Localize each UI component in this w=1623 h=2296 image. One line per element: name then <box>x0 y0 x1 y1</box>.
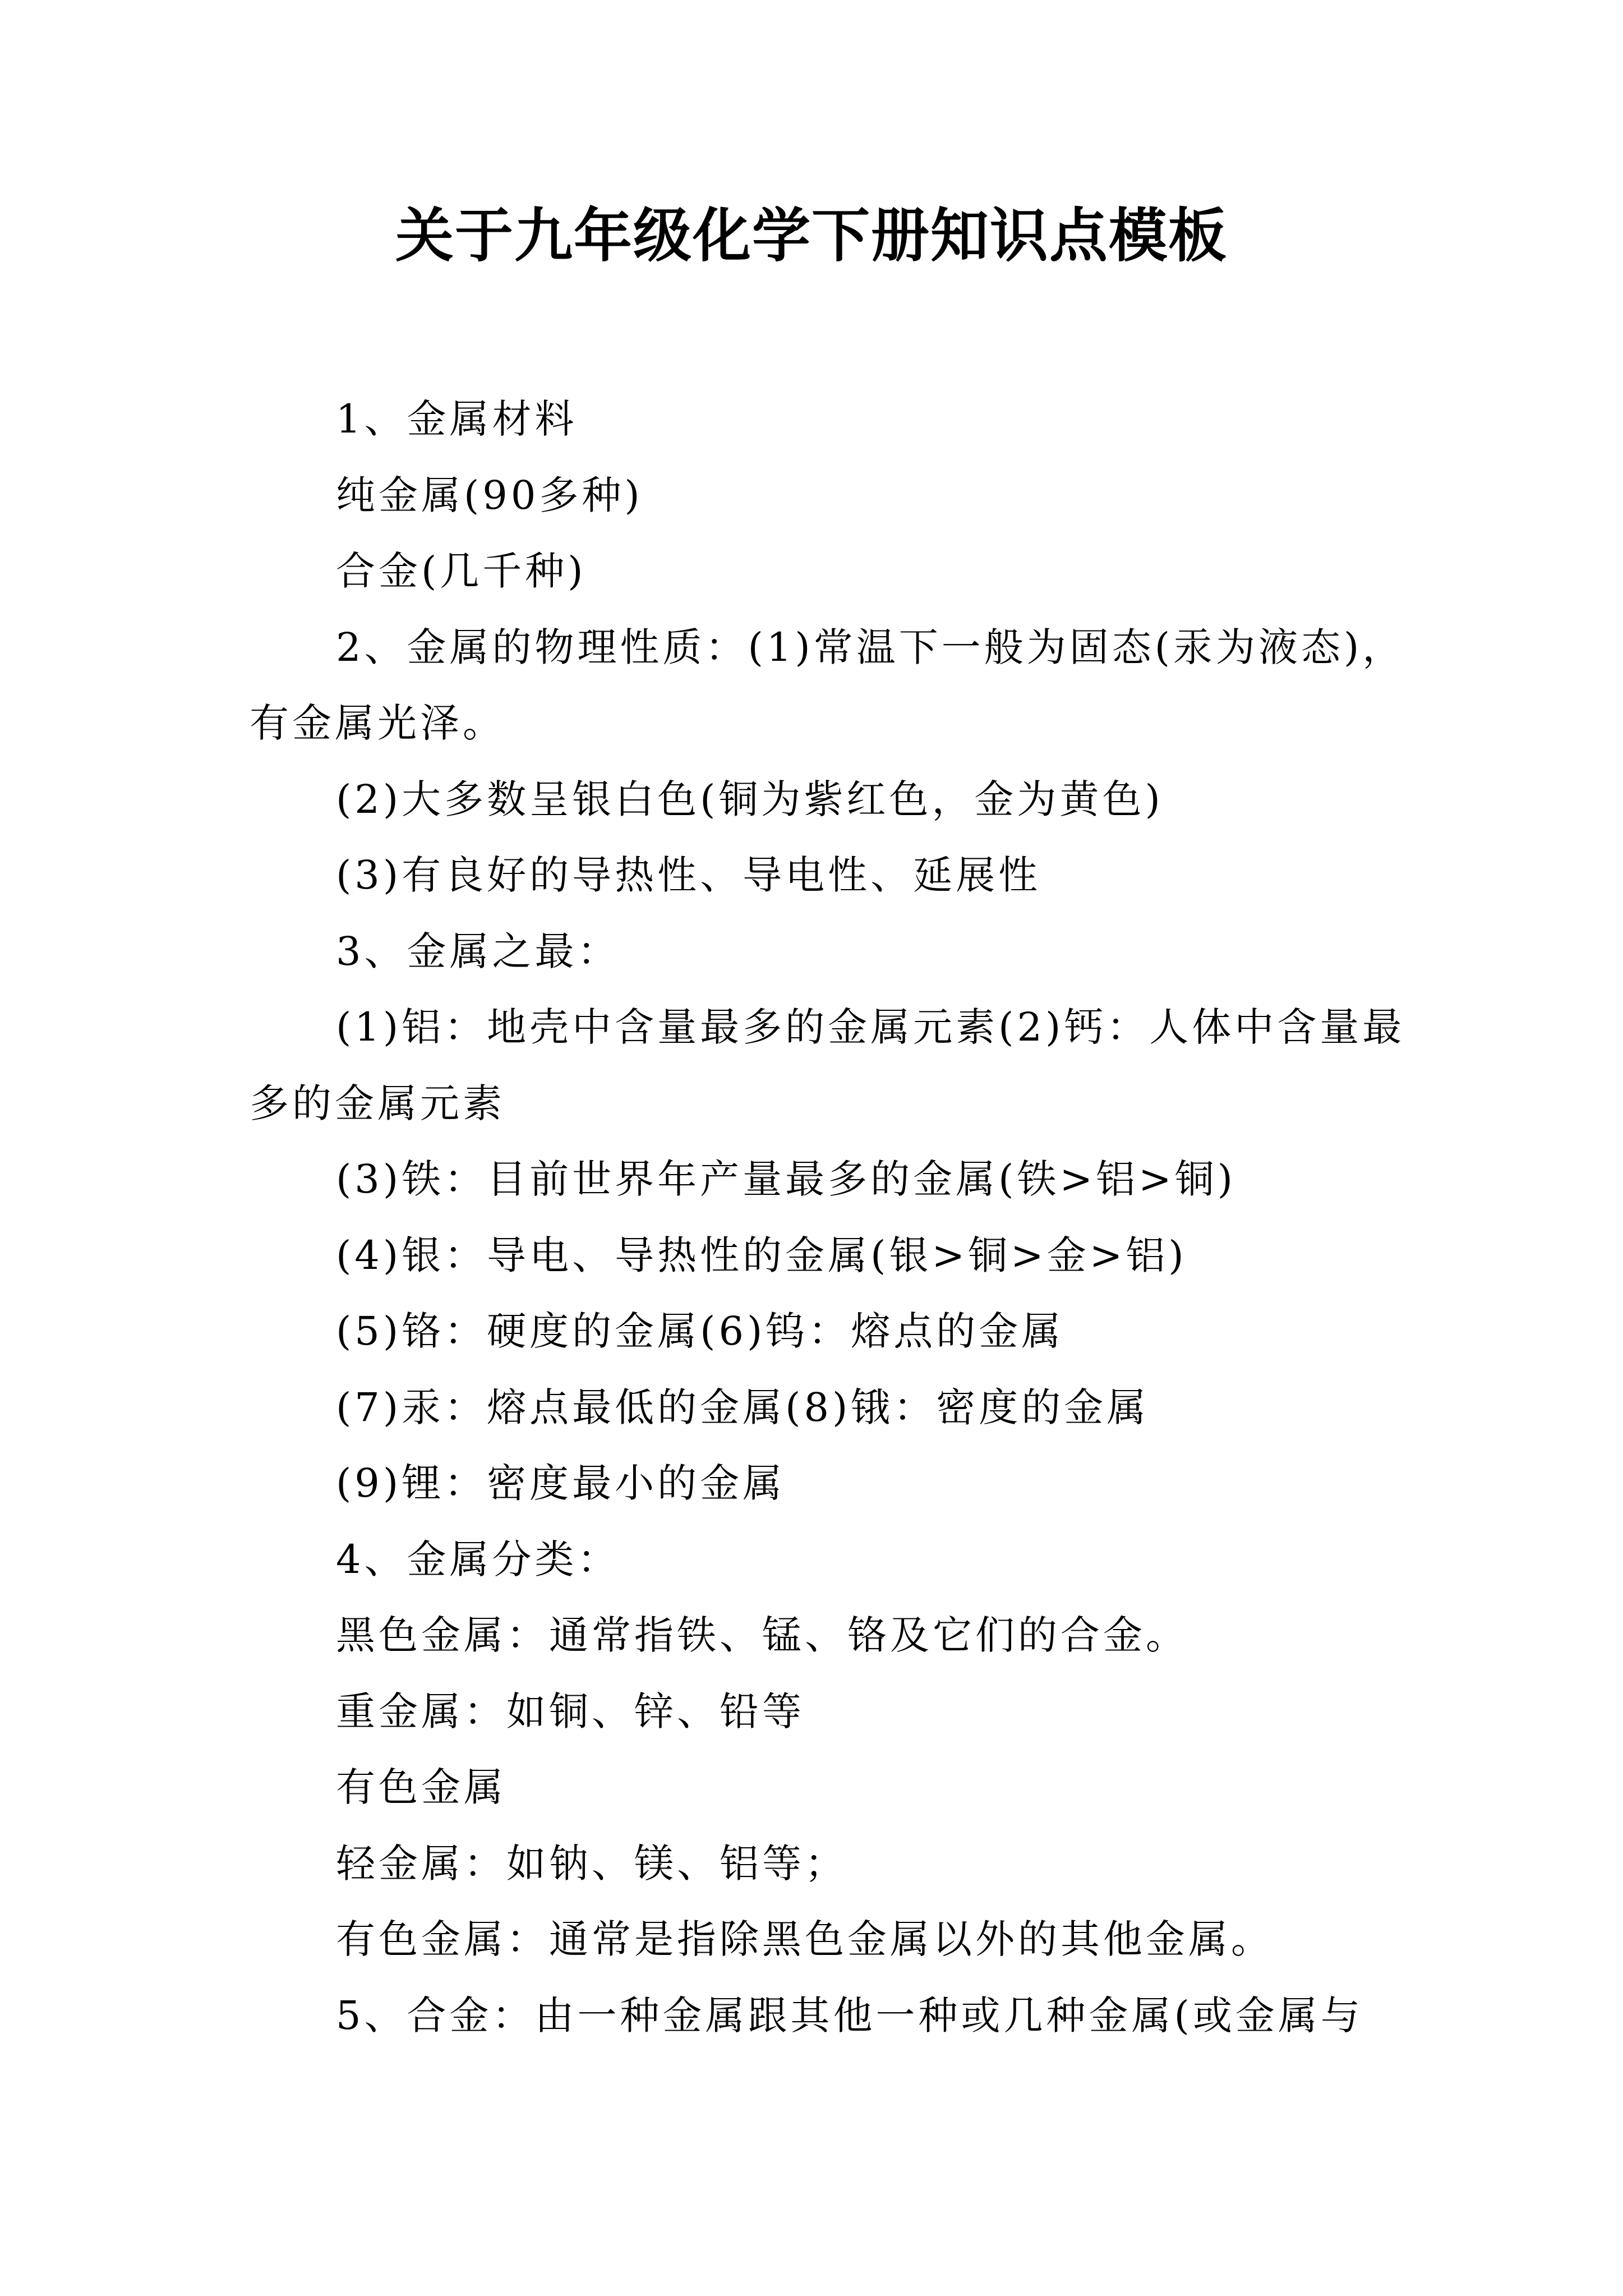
paragraph: 重金属：如铜、锌、铅等 <box>336 1688 805 1734</box>
paragraph: 4、金属分类： <box>336 1536 620 1582</box>
paragraph: 纯金属(90多种) <box>336 472 643 518</box>
paragraph: 2、金属的物理性质：(1)常温下一般为固态(汞为液态)，有金属光泽。 <box>250 624 1405 746</box>
paragraph: (7)汞：熔点最低的金属(8)锇：密度的金属 <box>336 1384 1150 1430</box>
paragraph: (4)银：导电、导热性的金属(银>铜>金>铝) <box>336 1232 1187 1278</box>
paragraph: 有色金属 <box>336 1764 506 1810</box>
paragraph: (2)大多数呈银白色(铜为紫红色，金为黄色) <box>336 776 1164 822</box>
paragraph: (3)有良好的导热性、导电性、延展性 <box>336 852 1041 898</box>
paragraph: (3)铁：目前世界年产量最多的金属(铁>铝>铜) <box>336 1156 1237 1202</box>
paragraph: 5、合金：由一种金属跟其他一种或几种金属(或金属与 <box>336 1992 1363 2039</box>
paragraph: (5)铬：硬度的金属(6)钨：熔点的金属 <box>336 1308 1064 1354</box>
paragraph: 有色金属：通常是指除黑色金属以外的其他金属。 <box>336 1916 1274 1962</box>
paragraph: (9)锂：密度最小的金属 <box>336 1460 786 1506</box>
paragraph: 黑色金属：通常指铁、锰、铬及它们的合金。 <box>336 1612 1188 1658</box>
document-title: 关于九年级化学下册知识点模板 <box>395 201 1228 270</box>
paragraph: (1)铝：地壳中含量最多的金属元素(2)钙：人体中含量最多的金属元素 <box>250 1004 1405 1126</box>
paragraph: 1、金属材料 <box>336 396 578 442</box>
paragraph: 3、金属之最： <box>336 928 620 974</box>
paragraph: 轻金属：如钠、镁、铝等； <box>336 1840 847 1887</box>
document-body <box>250 381 1444 2054</box>
paragraph: 合金(几千种) <box>336 548 587 594</box>
